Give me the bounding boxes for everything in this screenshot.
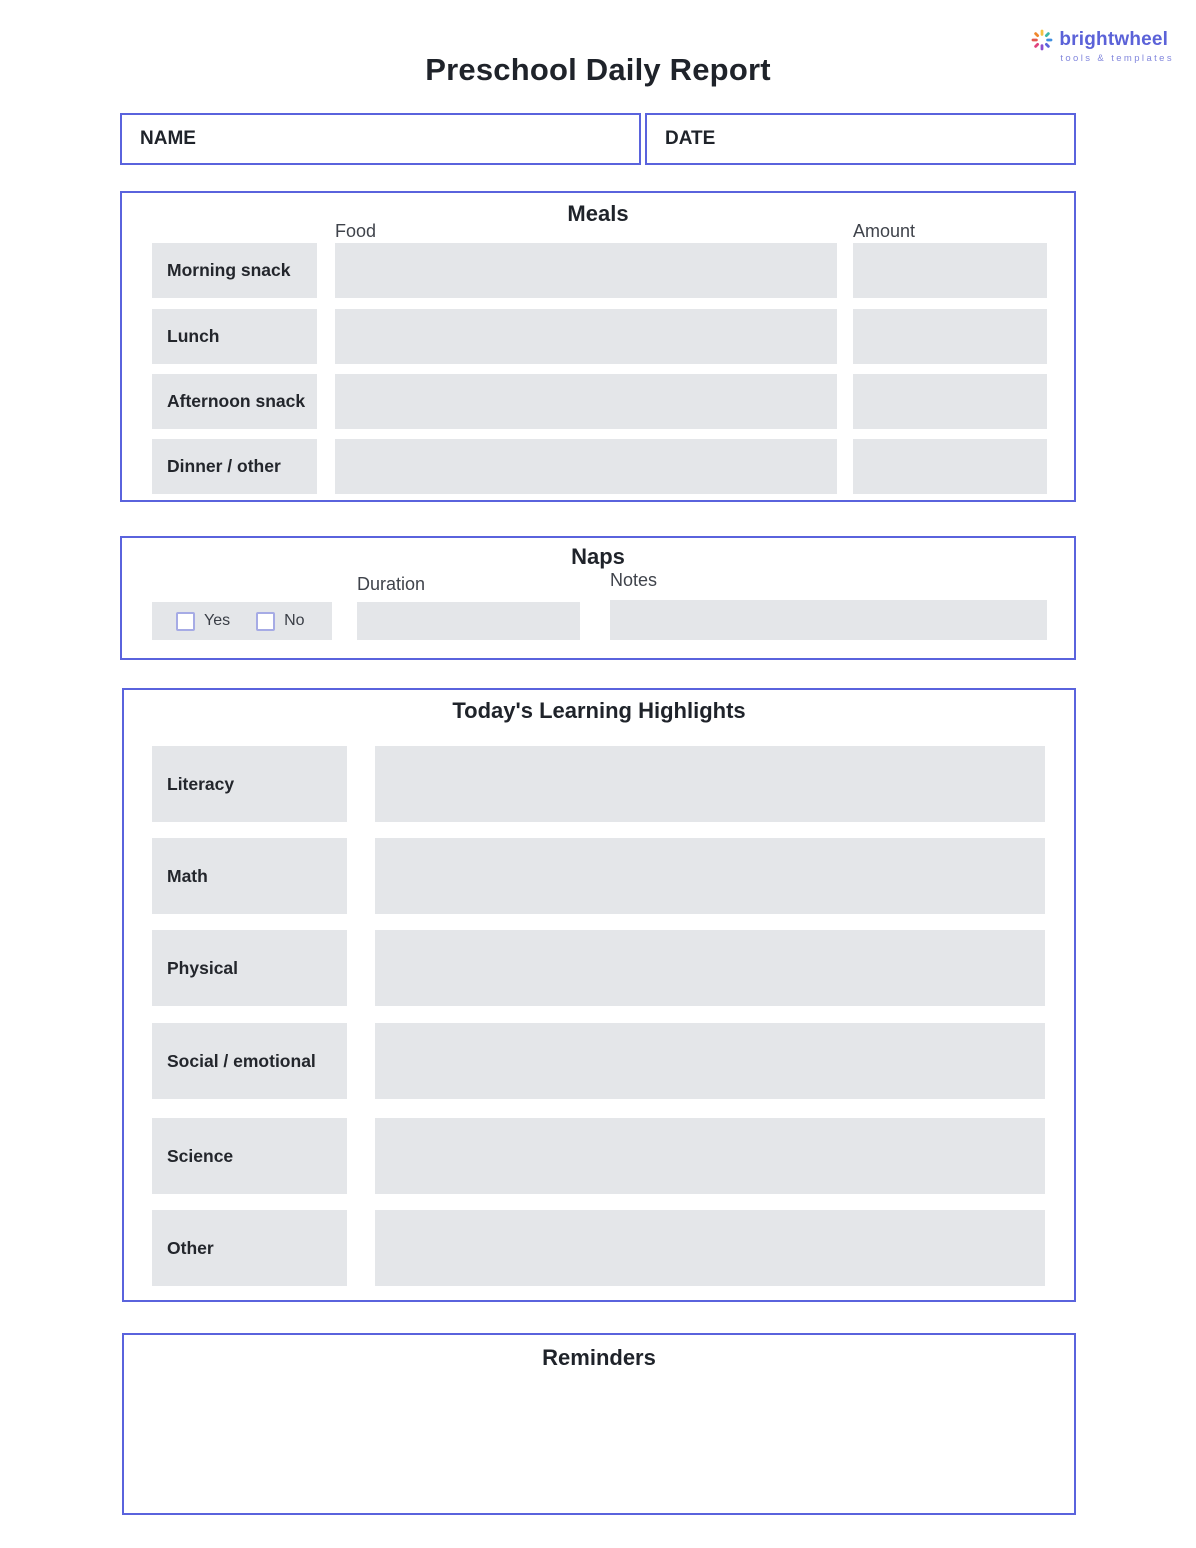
notes-column-header: Notes bbox=[610, 570, 658, 590]
page-title: Preschool Daily Report bbox=[425, 52, 771, 87]
meal-amount-input-lunch[interactable] bbox=[853, 309, 1047, 364]
nap-notes-input[interactable] bbox=[610, 600, 1047, 640]
learning-input-math[interactable] bbox=[375, 838, 1045, 914]
meal-row-label: Morning snack bbox=[152, 243, 317, 298]
learning-row-label: Science bbox=[152, 1118, 347, 1194]
learning-input-social-emotional[interactable] bbox=[375, 1023, 1045, 1099]
learning-input-physical[interactable] bbox=[375, 930, 1045, 1006]
learning-input-other[interactable] bbox=[375, 1210, 1045, 1286]
learning-input-literacy[interactable] bbox=[375, 746, 1045, 822]
nap-duration-input[interactable] bbox=[357, 602, 580, 640]
name-field[interactable] bbox=[120, 113, 641, 165]
learning-highlights-section bbox=[122, 688, 1076, 1302]
learning-row-label: Math bbox=[152, 838, 347, 914]
pinwheel-icon bbox=[1030, 28, 1054, 52]
date-label: DATE bbox=[665, 128, 716, 149]
meal-food-input-dinner-other[interactable] bbox=[335, 439, 837, 494]
identity-row bbox=[120, 113, 1076, 165]
food-column-header: Food bbox=[335, 221, 377, 241]
nap-no-checkbox[interactable] bbox=[256, 612, 275, 631]
nap-yes-checkbox[interactable] bbox=[176, 612, 195, 631]
reminders-input[interactable] bbox=[126, 1381, 1072, 1511]
learning-row-label: Other bbox=[152, 1210, 347, 1286]
meal-amount-input-dinner-other[interactable] bbox=[853, 439, 1047, 494]
brightwheel-wordmark: brightwheel bbox=[1059, 29, 1169, 50]
meal-food-input-afternoon-snack[interactable] bbox=[335, 374, 837, 429]
learning-row-label: Social / emotional bbox=[152, 1023, 347, 1099]
nap-yes-label: Yes bbox=[204, 612, 231, 629]
learning-input-science[interactable] bbox=[375, 1118, 1045, 1194]
amount-column-header: Amount bbox=[853, 221, 916, 241]
naps-title: Naps bbox=[571, 544, 625, 569]
meal-amount-input-morning-snack[interactable] bbox=[853, 243, 1047, 298]
meal-amount-input-afternoon-snack[interactable] bbox=[853, 374, 1047, 429]
meal-row-label: Lunch bbox=[152, 309, 317, 364]
meal-food-input-morning-snack[interactable] bbox=[335, 243, 837, 298]
date-field[interactable] bbox=[645, 113, 1076, 165]
meal-row-label: Afternoon snack bbox=[152, 374, 317, 429]
nap-yes-no-group bbox=[152, 602, 332, 640]
meal-food-input-lunch[interactable] bbox=[335, 309, 837, 364]
meals-section bbox=[120, 191, 1076, 502]
learning-highlights-title: Today's Learning Highlights bbox=[452, 698, 746, 723]
meal-row-label: Dinner / other bbox=[152, 439, 317, 494]
reminders-title: Reminders bbox=[542, 1345, 656, 1370]
nap-no-label: No bbox=[284, 612, 305, 629]
duration-column-header: Duration bbox=[357, 574, 426, 594]
meals-title: Meals bbox=[567, 201, 629, 226]
logo-tagline: tools & templates bbox=[1060, 53, 1174, 64]
name-label: NAME bbox=[140, 128, 196, 149]
learning-row-label: Literacy bbox=[152, 746, 347, 822]
learning-row-label: Physical bbox=[152, 930, 347, 1006]
naps-section bbox=[120, 536, 1076, 660]
reminders-section bbox=[122, 1333, 1076, 1515]
